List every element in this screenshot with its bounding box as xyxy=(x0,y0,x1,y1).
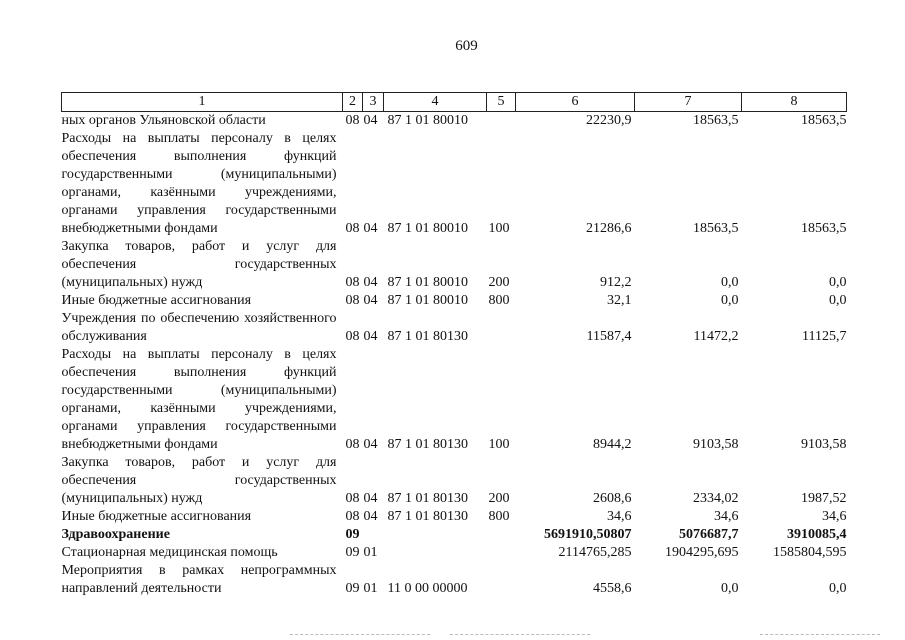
row-amount-col6: 2114765,285 xyxy=(558,545,632,560)
row-amount-col7: 11472,2 xyxy=(693,329,739,344)
row-subsection-code: 04 xyxy=(363,113,378,128)
row-amount-col6: 4558,6 xyxy=(593,581,632,596)
table-row xyxy=(62,292,847,310)
row-expense-type: 200 xyxy=(488,275,510,290)
row-description: Закупка товаров, работ и услуг для обеспечения государственных (муниципальных) нужд xyxy=(61,455,337,506)
row-subsection-code: 04 xyxy=(363,509,378,524)
row-subsection-code: 04 xyxy=(363,437,378,452)
row-amount-col8: 0,0 xyxy=(829,275,847,290)
row-target-article: 87 1 01 80130 xyxy=(387,329,468,344)
row-target-article: 11 0 00 00000 xyxy=(387,581,468,596)
row-expense-type: 800 xyxy=(488,293,510,308)
row-description: Закупка товаров, работ и услуг для обеспечения государственных (муниципальных) нужд xyxy=(61,239,337,290)
row-amount-col8: 0,0 xyxy=(829,293,847,308)
header-col-7: 7 xyxy=(635,93,742,112)
row-amount-col8: 1585804,595 xyxy=(773,545,847,560)
table-row xyxy=(62,238,847,292)
row-expense-type xyxy=(487,112,516,131)
row-amount-col7: 0,0 xyxy=(721,275,739,290)
row-target-article xyxy=(384,544,487,562)
table-row xyxy=(62,544,847,562)
row-amount-col7: 18563,5 xyxy=(693,221,739,236)
row-target-article: 87 1 01 80010 xyxy=(387,113,468,128)
scan-artifact-line xyxy=(290,634,430,635)
row-description: Иные бюджетные ассигнования xyxy=(61,509,252,524)
row-subsection-code: 04 xyxy=(363,329,378,344)
table-row xyxy=(62,310,847,346)
row-amount-col7: 34,6 xyxy=(714,509,739,524)
row-section-code: 09 xyxy=(345,545,360,560)
scan-artifact-line xyxy=(760,634,880,635)
row-target-article: 87 1 01 80130 xyxy=(387,437,468,452)
row-amount-col8: 0,0 xyxy=(829,581,847,596)
header-col-5: 5 xyxy=(487,93,516,112)
row-subsection-code: 04 xyxy=(363,275,378,290)
row-subsection-code: 04 xyxy=(363,491,378,506)
header-col-4: 4 xyxy=(384,93,487,112)
row-subsection-code: 01 xyxy=(363,581,378,596)
row-amount-col7: 5076687,7 xyxy=(679,527,739,542)
table-row xyxy=(62,508,847,526)
table-row xyxy=(62,130,847,238)
row-amount-col6: 32,1 xyxy=(607,293,632,308)
row-amount-col8: 3910085,4 xyxy=(787,527,847,542)
row-description: Здравоохранение xyxy=(61,527,170,542)
row-subsection-code: 04 xyxy=(363,293,378,308)
row-expense-type xyxy=(487,526,516,544)
row-description: Учреждения по обеспечению хозяйственного обслуживания xyxy=(61,311,337,344)
header-col-6: 6 xyxy=(516,93,635,112)
row-description: Мероприятия в рамках непрограммных направлений деятельности xyxy=(61,563,337,596)
row-amount-col6: 2608,6 xyxy=(593,491,632,506)
row-section-code: 08 xyxy=(345,491,360,506)
row-target-article: 87 1 01 80010 xyxy=(387,275,468,290)
row-section-code: 08 xyxy=(345,275,360,290)
row-section-code: 09 xyxy=(345,581,360,596)
row-expense-type: 800 xyxy=(488,509,510,524)
row-amount-col8: 9103,58 xyxy=(801,437,847,452)
page-number: 609 xyxy=(455,38,478,54)
header-col-8: 8 xyxy=(742,93,847,112)
row-amount-col8: 18563,5 xyxy=(801,221,847,236)
table-row xyxy=(62,562,847,598)
row-expense-type: 100 xyxy=(488,221,510,236)
row-expense-type: 200 xyxy=(488,491,510,506)
row-section-code: 08 xyxy=(345,293,360,308)
row-description: Расходы на выплаты персоналу в целях обеспечения выполнения функций государственными (муниципальными) органами, казёнными учреждениями, органами управления государственными внебюджетными фондами xyxy=(61,131,337,236)
row-section-code: 08 xyxy=(345,509,360,524)
row-amount-col6: 21286,6 xyxy=(586,221,632,236)
row-section-code: 09 xyxy=(345,527,360,542)
row-amount-col6: 11587,4 xyxy=(586,329,632,344)
table-row xyxy=(62,346,847,454)
row-section-code: 08 xyxy=(345,113,360,128)
table-row xyxy=(62,454,847,508)
row-description: Расходы на выплаты персоналу в целях обеспечения выполнения функций государственными (муниципальными) органами, казёнными учреждениями, органами управления государственными внебюджетными фондами xyxy=(61,347,337,452)
header-col-1: 1 xyxy=(62,93,343,112)
row-amount-col7: 18563,5 xyxy=(693,113,739,128)
row-expense-type xyxy=(487,544,516,562)
row-amount-col7: 0,0 xyxy=(721,293,739,308)
row-subsection-code: 04 xyxy=(363,221,378,236)
row-section-code: 08 xyxy=(345,221,360,236)
table-body xyxy=(62,112,847,599)
row-section-code: 08 xyxy=(345,329,360,344)
row-amount-col8: 34,6 xyxy=(822,509,847,524)
row-amount-col8: 1987,52 xyxy=(801,491,847,506)
row-amount-col6: 8944,2 xyxy=(593,437,632,452)
row-amount-col8: 11125,7 xyxy=(802,329,847,344)
row-description: Стационарная медицинская помощь xyxy=(61,545,278,560)
row-description: ных органов Ульяновской области xyxy=(61,113,266,128)
table-row xyxy=(62,526,847,544)
row-amount-col7: 1904295,695 xyxy=(665,545,739,560)
row-subsection-code xyxy=(363,526,384,544)
budget-table xyxy=(61,92,847,598)
row-subsection-code: 01 xyxy=(363,545,378,560)
header-col-2: 2 xyxy=(343,93,363,112)
row-amount-col8: 18563,5 xyxy=(801,113,847,128)
row-amount-col6: 5691910,50807 xyxy=(544,527,632,542)
row-expense-type: 100 xyxy=(488,437,510,452)
row-amount-col6: 912,2 xyxy=(600,275,632,290)
row-target-article: 87 1 01 80130 xyxy=(387,509,468,524)
row-target-article xyxy=(384,526,487,544)
row-amount-col6: 22230,9 xyxy=(586,113,632,128)
row-description: Иные бюджетные ассигнования xyxy=(61,293,252,308)
row-target-article: 87 1 01 80130 xyxy=(387,491,468,506)
row-section-code: 08 xyxy=(345,437,360,452)
header-col-3: 3 xyxy=(363,93,384,112)
row-amount-col7: 0,0 xyxy=(721,581,739,596)
scan-artifact-line xyxy=(450,634,590,635)
row-expense-type xyxy=(487,310,516,346)
row-amount-col7: 9103,58 xyxy=(693,437,739,452)
row-amount-col6: 34,6 xyxy=(607,509,632,524)
row-target-article: 87 1 01 80010 xyxy=(387,221,468,236)
row-target-article: 87 1 01 80010 xyxy=(387,293,468,308)
row-expense-type xyxy=(487,562,516,598)
header-row xyxy=(62,93,847,112)
table-row xyxy=(62,112,847,131)
row-amount-col7: 2334,02 xyxy=(693,491,739,506)
